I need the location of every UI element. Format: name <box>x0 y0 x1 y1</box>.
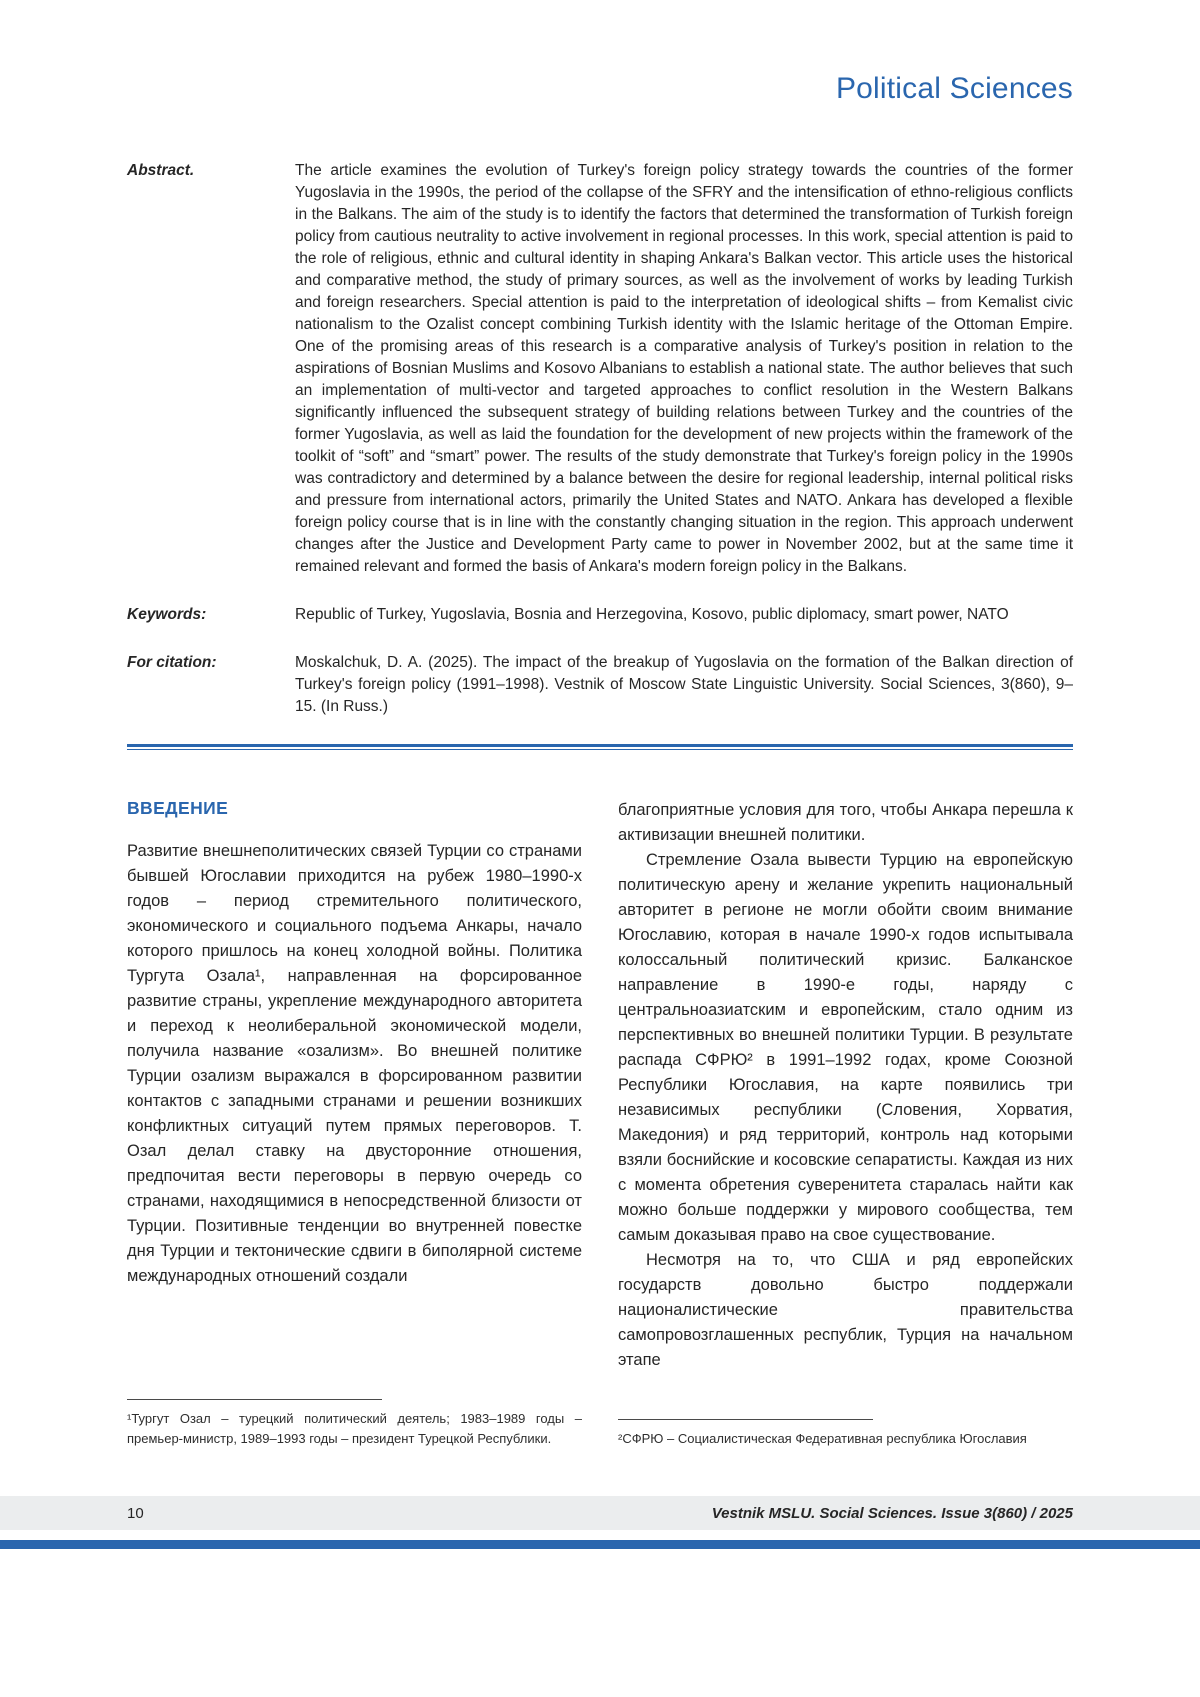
body-paragraph: Несмотря на то, что США и ряд европейских государств довольно быстро поддержали националистические правительства самопровозглашенных республик, Турция на начальном этапе <box>618 1251 1073 1369</box>
page-header <box>0 0 1200 106</box>
page-number: 10 <box>127 1504 144 1522</box>
bottom-accent-bar <box>0 1540 1200 1549</box>
section-title: Political Sciences <box>835 72 1073 105</box>
keywords-label: Keywords: <box>127 606 207 623</box>
left-column <box>127 798 582 1448</box>
citation-text: Moskalchuk, D. A. (2025). The impact of the breakup of Yugoslavia on the formation of the Balkan direction of Turkey's foreign policy (1991–1998). Vestnik of Moscow State Linguistic University. Social Sciences, 3(860), 9–15. (In Russ.) <box>295 654 1073 715</box>
abstract-row <box>127 160 1073 578</box>
intro-heading: ВВЕДЕНИЕ <box>127 798 229 818</box>
article-body <box>127 798 1073 1448</box>
keywords-text: Republic of Turkey, Yugoslavia, Bosnia and Herzegovina, Kosovo, public diplomacy, smart power, NATO <box>295 606 1009 623</box>
footnote-rule-left <box>127 1399 382 1400</box>
body-paragraph-continuation: благоприятные условия для того, чтобы Анкара перешла к активизации внешней политики. <box>618 801 1073 844</box>
footnote-1: ¹Тургут Озал – турецкий политический деятель; 1983–1989 годы – премьер-министр, 1989–1993 годы – президент Турецкой Республики. <box>127 1411 582 1446</box>
right-column <box>618 798 1073 1448</box>
page-footer <box>0 1496 1200 1530</box>
keywords-row <box>127 604 1073 626</box>
citation-row <box>127 652 1073 718</box>
journal-info: Vestnik MSLU. Social Sciences. Issue 3(860) / 2025 <box>711 1504 1073 1522</box>
footnote-block-right <box>618 1403 1073 1449</box>
citation-label: For citation: <box>127 654 217 671</box>
article-meta <box>127 160 1073 718</box>
abstract-label: Abstract. <box>127 162 195 179</box>
intro-paragraph: Развитие внешнеполитических связей Турции со странами бывшей Югославии приходится на рубеж 1980–1990-х годов – период стремительного политического, экономического и социального подъема Анкары, начало которого пришлось на конец холодной войны. Политика Тургута Озала¹, направленная на форсированное развитие страны, укрепление международного авторитета и переход к неолиберальной экономической модели, получила название «озализм». Во внешней политике Турции озализм выражался в форсированном развитии контактов с западными странами и решении возникших конфликтных ситуаций путем прямых переговоров. Т. Озал делал ставку на двусторонние отношения, предпочитая вести переговоры в первую очередь со странами, находящимися в непосредственной близости от Турции. Позитивные тенденции во внутренней повестке дня Турции и тектонические сдвиги в биполярной системе международных отношений создали <box>127 842 582 1285</box>
body-paragraph: Стремление Озала вывести Турцию на европейскую политическую арену и желание укрепить национальный авторитет в регионе не могли обойти своим внимание Югославию, которая в начале 1990-х годов испытывала колоссальный политический кризис. Балканское направление в 1990-е годы, наряду с центральноазиатским и европейским, стало одним из перспективных во внешней политики Турции. В результате распада СФРЮ² в 1991–1992 годах, кроме Союзной Республики Югославия, на карте появились три независимых республики (Словения, Хорватия, Македония) и ряд территорий, контроль над которыми взяли боснийские и косовские сепаратисты. Каждая из них с момента обретения суверенитета старалась найти как можно больше поддержки у мирового сообщества, тем самым доказывая право на свое существование. <box>618 851 1073 1244</box>
footnote-block-left <box>127 1383 582 1448</box>
abstract-text: The article examines the evolution of Turkey's foreign policy strategy towards the countries of the former Yugoslavia in the 1990s, the period of the collapse of the SFRY and the intensification of ethno-religious conflicts in the Balkans. The aim of the study is to identify the factors that determined the transformation of Turkish foreign policy from cautious neutrality to active involvement in regional processes. In this work, special attention is paid to the role of religious, ethnic and cultural identity in shaping Ankara's Balkan vector. This article uses the historical and comparative method, the study of primary sources, as well as the involvement of works by leading Turkish and foreign researchers. Special attention is paid to the interpretation of ideological shifts – from Kemalist civic nationalism to the Ozalist concept combining Turkish identity with the Islamic heritage of the Ottoman Empire. One of the promising areas of this research is a comparative analysis of Turkey's position in relation to the aspirations of Bosnian Muslims and Kosovo Albanians to establish a national state. The author believes that such an implementation of multi-vector and targeted approaches to conflict resolution in the Western Balkans significantly influenced the subsequent strategy of building relations between Turkey and the countries of the former Yugoslavia, as well as laid the foundation for the development of new projects within the framework of the toolkit of “soft” and “smart” power. The results of the study demonstrate that Turkey's foreign policy in the 1990s was contradictory and determined by a balance between the desire for regional leadership, internal political risks and pressure from international actors, primarily the United States and NATO. Ankara has developed a flexible foreign policy course that is in line with the constantly changing situation in the region. This approach underwent changes after the Justice and Development Party came to power in November 2002, but at the same time it remained relevant and formed the basis of Ankara's modern foreign policy in the Balkans. <box>295 162 1073 575</box>
footnote-2: ²СФРЮ – Социалистическая Федеративная республика Югославия <box>618 1430 1027 1446</box>
section-divider <box>127 744 1073 750</box>
footnote-rule-right <box>618 1419 873 1420</box>
